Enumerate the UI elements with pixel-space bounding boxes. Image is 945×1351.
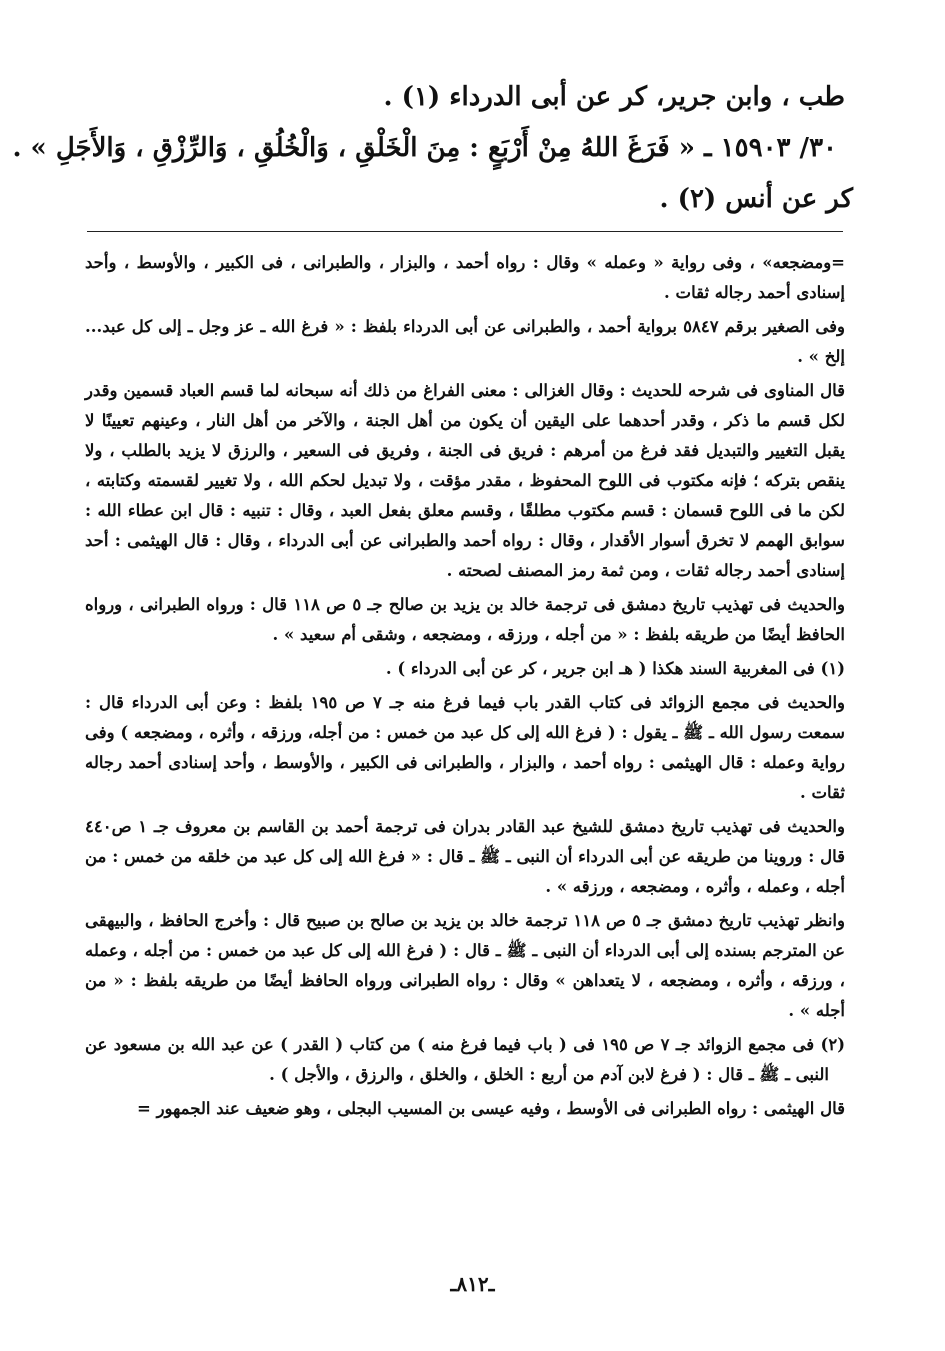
- footnote-separator: [87, 231, 843, 232]
- footnote-2: (٢) فى مجمع الزوائد جـ ٧ ص ١٩٥ فى ( باب فيما فرغ منه ) من كتاب ( القدر ) عن عبد الله بن مسعود عن النبى ـ ﷺ ـ قال : ( فرغ لابن آدم من أربع : الخلق ، والخلق ، والرزق ، والأجل ) .: [85, 1035, 845, 1084]
- hadith-15903: ٣٠/ ١٥٩٠٣ ـ « فَرَغَ اللهُ مِنْ أَرْبَعٍ : مِنَ الْخَلْقِ ، وَالْخُلُقِ ، وَالرِّزْقِ ، وَالأَجَلِ » .: [12, 133, 837, 163]
- footnote-paragraph: وفى الصغير برقم ٥٨٤٧ برواية أحمد ، والطبرانى عن أبى الدرداء بلفظ : « فرغ الله ـ عز وجل ـ إلى كل عبد... إلخ » .: [85, 317, 845, 366]
- footnotes: [85, 248, 845, 1128]
- hadith-text: [12, 72, 853, 225]
- hadith-source-line: طب ، وابن جرير، كر عن أبى الدرداء (١) .: [383, 82, 845, 112]
- footnote-paragraph: والحديث فى تهذيب تاريخ دمشق للشيخ عبد القادر بدران فى ترجمة أحمد بن القاسم بن معروف جـ ١ ص٤٤٠ قال : وروينا من طريقه عن أبى الدرداء أن النبى ـ ﷺ ـ قال : « فرغ الله إلى كل عبد من خلقه من خمس : من أجله ، وعمله ، وأثره ، ومضجعه ، ورزقه » .: [85, 817, 845, 896]
- footnote-1: (١) فى المغربية السند هكذا ( هـ ابن جرير ، كر عن أبى الدرداء ) .: [385, 659, 845, 678]
- footnote-paragraph: وانظر تهذيب تاريخ دمشق جـ ٥ ص ١١٨ ترجمة خالد بن يزيد بن صالح بن صبيح قال : وأخرج الحافظ ، والبيهقى عن المترجم بسنده إلى أبى الدرداء أن النبى ـ ﷺ ـ قال : ( فرغ الله إلى كل عبد من خمس : من أجله ، وعمله ، ورزقه ، وأثره ، ومضجعه ، لا يتعداهن » وقال : رواه الطبرانى ورواه الحافظ أيضًا من طريقه بلفظ : « من أجله » .: [85, 911, 845, 1020]
- footnote-paragraph: والحديث فى تهذيب تاريخ دمشق فى ترجمة خالد بن يزيد بن صالح جـ ٥ ص ١١٨ قال : ورواه الطبرانى ، ورواه الحافظ أيضًا من طريقه بلفظ : « من أجله ، ورزقه ، ومضجعه ، وشقى أم سعيد » .: [85, 595, 846, 644]
- hadith-source-line-2: كر عن أنس (٢) .: [659, 184, 853, 214]
- page-number: ـ٨١٢ـ: [450, 1272, 495, 1296]
- footnote-paragraph: قال الهيثمى : رواه الطبرانى فى الأوسط ، وفيه عيسى بن المسيب البجلى ، وهو ضعيف عند الجمهور =: [137, 1099, 845, 1118]
- footnote-paragraph: والحديث فى مجمع الزوائد فى كتاب القدر باب فيما فرغ منه جـ ٧ ص ١٩٥ بلفظ : وعن أبى الدرداء قال : سمعت رسول الله ـ ﷺ ـ يقول : ( فرغ الله إلى كل عبد من خمس : من أجله، ورزقه ، وأثره ، ومضجعه ) وفى رواية وعمله : قال الهيثمى : رواه أحمد ، والبزار ، والطبرانى فى الكبير ، والأوسط ، وأحد إسنادى أحمد رجاله ثقات .: [85, 693, 846, 802]
- footnote-paragraph: =ومضجعه» ، وفى رواية « وعمله » وقال : رواه أحمد ، والبزار ، والطبرانى ، فى الكبير ، والأوسط ، وأحد إسنادى أحمد رجاله ثقات .: [85, 253, 845, 302]
- footnote-paragraph: قال المناوى فى شرحه للحديث : وقال الغزالى : معنى الفراغ من ذلك أنه سبحانه لما قسم العباد قسمين وقدر لكل قسم ما ذكر ، وقدر أحدهما على اليقين أن يكون من أهل الجنة ، والآخر من أهل النار ، وعينهم تعيينًا لا يقبل التغيير والتبديل فقد فرغ من أمرهم : فريق فى الجنة ، وفريق فى السعير ، والرزق لا يزيد بالطلب ، ولا ينقص بتركه ؛ فإنه مكتوب فى اللوح المحفوظ ، مقدر مؤقت ، ولا تبديل لحكم الله ، ولا تغيير لقسمته وكتابته ، لكن ما فى اللوح قسمان : قسم مكتوب مطلقًا ، وقسم معلق بفعل العبد ، وقال : تنبيه : قال ابن عطاء الله : سوابق الهمم لا تخرق أسوار الأقدار ، وقال : رواه أحمد والطبرانى عن أبى الدرداء ، وقال : قال الهيثمى : أحد إسنادى أحمد رجاله ثقات ، ومن ثمة رمز المصنف لصحته .: [85, 381, 845, 580]
